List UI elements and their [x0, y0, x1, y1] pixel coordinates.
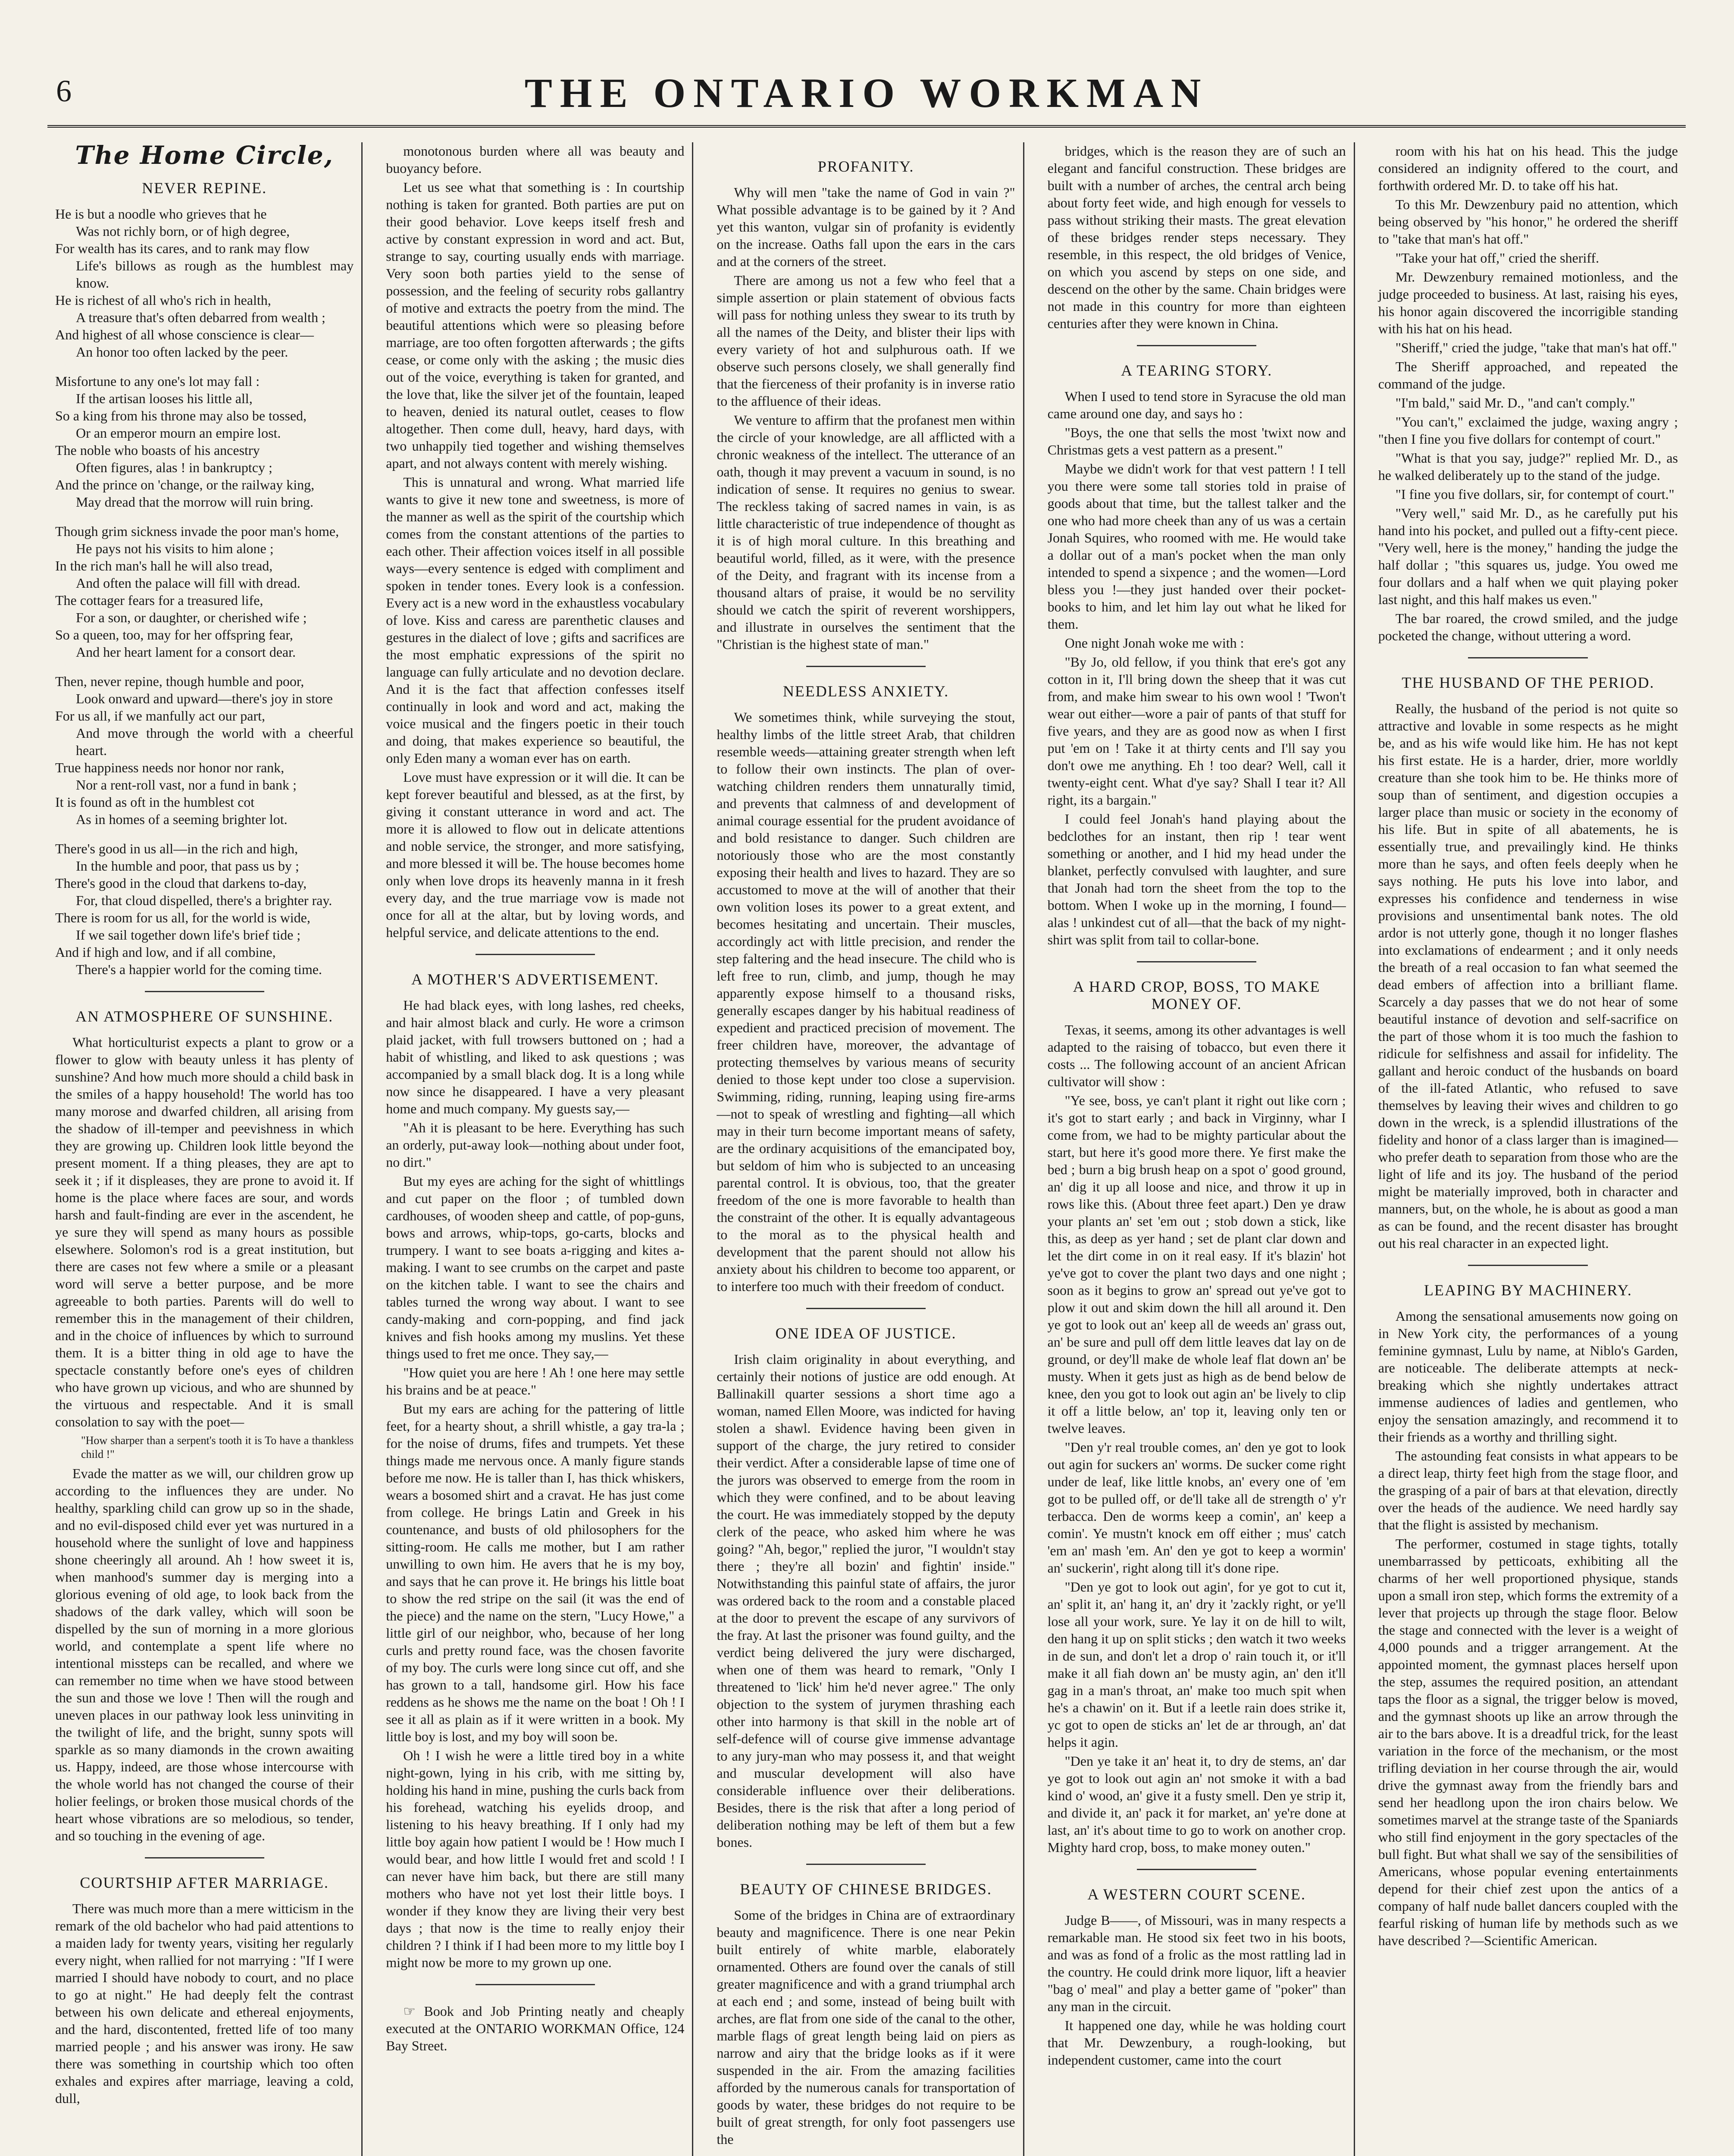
section-divider: [806, 1308, 926, 1309]
article-paragraph: But my ears are aching for the pattering of little feet, for a hearty shout, a shrill whistle, a gay tra-la ; for the noise of drums, fifes and trumpets. Yet these things made me nervous once. A manly figure stands before me now. He is taller than I, has thick whiskers, wears a bosomed shirt and a cravat. He has just come from college. He brings Latin and Greek in his countenance, and busts of old philosophers for the sitting-room. He calls me mother, but I am rather unwilling to own him. He avers that he is my boy, and says that he can prove it. He brings his little boat to show the red stripe on the sail (it was the end of the piece) and the name on the stern, "Lucy Howe," a little girl of our neighbor, who, because of her long curls and pretty round face, was the chosen favorite of my boy. The curls were long since cut off, and she has grown to a tall, handsome girl. How his face reddens as he shows me the name on the boat ! Oh ! I see it all as plain as if it were written in a book. My little boy is lost, and my boy will soon be.: [386, 1401, 685, 1744]
article-paragraph: Irish claim originality in about everything, and certainly their notions of justice are odd enough. At Ballinakill quarter sessions a short time ago a woman, named Ellen Moore, was indicted for having stolen a shawl. Evidence having been given in support of the charge, the jury retired to consider their verdict. After a considerable lapse of time one of the jurors was observed to emerge from the room in which they were confined, and to be about leaving the court. He was immediately stopped by the deputy clerk of the peace, who asked him where he was going? "Ah, begor," replied the juror, "I wouldn't stay there ; they're all bozin' and fightin' inside." Notwithstanding this painful state of affairs, the juror was ordered back to the room and a constable placed at the door to prevent the escape of any survivors of the fray. At last the prisoner was found guilty, and the verdict being delivered the jury were discharged, when one of them was heard to remark, "Only I threatened to 'lick' him he'd never agree." The only objection to the system of jurymen thrashing each other into harmony is that skill in the noble art of self-defence will of course give immense advantage to any jury-man who may possess it, and that weight and muscular development will also have considerable influence over their deliberations. Besides, there is the risk that after a long period of deliberation nothing may be left of them but a few bones.: [717, 1351, 1015, 1850]
quoted-verse: "How sharper than a serpent's tooth it is To have a thankless child !": [81, 1434, 354, 1460]
article-paragraph: bridges, which is the reason they are of such an elegant and fanciful construction. These bridges are built with a number of arches, the central arch being about forty feet wide, and high enough for vessels to pass without striking their masts. The great elevation of these bridges render steps necessary. They resemble, in this respect, the old bridges of Venice, on which you ascend by steps on one side, and descend on the other by the same. Chain bridges were not made in this country for more than eighteen centuries after they were known in China.: [1047, 143, 1346, 331]
article-paragraph: The bar roared, the crowd smiled, and the judge pocketed the change, without uttering a word.: [1378, 611, 1678, 643]
article-paragraph: We venture to affirm that the profanest men within the circle of your knowledge, are all afflicted with a chronic weakness of the intellect. The utterance of an oath, though it may prevent a vacuum in sound, is no indication of sense. It requires no genius to swear. The reckless taking of sacred names in vain, is as little characteristic of true independence of thought as it is of high moral culture. In this breathing and beautiful world, filled, as it were, with the presence of the Deity, and fragrant with its incense from a thousand altars of praise, it would be no servility should we catch the spirit of reverent worshippers, and illustrate in ourselves the sentiment that the "Christian is the highest state of man.": [717, 412, 1015, 652]
article-paragraph: "Den y'r real trouble comes, an' den ye got to look out agin for suckers an' worms. De sucker come right under de leaf, like little knobs, an' every one of 'em got to be pulled off, or de'll take all de strength o' y'r terbacca. Den de worms keep a comin', an' keep a comin'. Ye mustn't knock em off either ; mus' catch 'em an' mash 'em. An' den ye got to keep a wormin' an' suckerin', right along till it's done ripe.: [1047, 1439, 1346, 1576]
section-title: THE HUSBAND OF THE PERIOD.: [1402, 674, 1655, 691]
section-title: The Home Circle,: [75, 142, 334, 170]
column-1: [47, 142, 363, 2156]
column-4: [1040, 142, 1355, 2156]
advertisement: ☞ Book and Job Printing neatly and cheaply executed at the ONTARIO WORKMAN Office, 124 Bay Street.: [386, 2003, 685, 2053]
masthead: THE ONTARIO WORKMAN: [524, 70, 1209, 116]
article-paragraph: monotonous burden where all was beauty and buoyancy before.: [386, 143, 685, 176]
poem-line: Often figures, alas ! in bankruptcy ;: [76, 460, 272, 475]
article-paragraph: This is unnatural and wrong. What married life wants to give it new tone and sweetness, is more of the manner as well as the spirit of the courtship which comes from the constant attentions of the parties to each other. Their affection voices itself in all possible ways—every sentence is edged with compliment and spoken in tender tones. Every look is a confession. Every act is a new word in the exhaustless vocabulary of love. Kiss and caress are parenthetic clauses and gestures in the dialect of love ; gifts and sacrifices are the most emphatic expressions of the spirit no language can fully articulate and no devotion declare. And it is the fact that affection confesses itself continually in look and word and act, making the voice musical and the fingers poetic in their touch and doing, that makes experience so beautiful, the only Eden many a woman ever has on earth.: [386, 474, 685, 766]
poem-stanza: [55, 205, 354, 360]
article-paragraph: But my eyes are aching for the sight of whittlings and cut paper on the floor ; of tumbled down cardhouses, of wooden sheep and cattle, of pop-guns, bows and arrows, whip-tops, go-carts, blocks and trumpery. I want to see boats a-rigging and kites a-making. I want to see crumbs on the carpet and paste on the kitchen table. I want to see the chairs and tables turned the wrong way about. I want to see candy-making and corn-popping, and find jack knives and fish hooks among my muslins. Yet these things used to fret me once. They say,—: [386, 1173, 685, 1361]
section-divider: [145, 991, 264, 992]
poem-line: Or an emperor mourn an empire lost.: [76, 425, 281, 441]
article-paragraph: Texas, it seems, among its other advantages is well adapted to the raising of tobacco, but even there it costs ... The following account of an ancient African cultivator will show :: [1047, 1022, 1346, 1089]
poem-line: The noble who boasts of his ancestry: [55, 442, 260, 458]
poem-line: And her heart lament for a consort dear.: [76, 644, 296, 660]
article-paragraph: The performer, costumed in stage tights, totally unembarrassed by petticoats, exhibiting all the charms of her well proportioned physique, stands upon a small iron step, which forms the extremity of a lever that projects up through the stage floor. Below the stage and connected with the lever is a weight of 4,000 pounds and a trigger arrangement. At the appointed moment, the gymnast places herself upon the step, assumes the required position, an attendant taps the floor as a signal, the trigger below is moved, and the gymnast shoots up like an arrow through the air to the bars above. It is a dreadful trick, for the least variation in the force of the mechanism, or the most trifling deviation in her course through the air, would drive the gymnast away from the friendly bars and send her headlong upon the iron chairs below. We sometimes marvel at the strange taste of the Spaniards who still find enjoyment in the gory spectacles of the bull fight. But what shall we say of the sensibilities of Americans, whose popular evening entertainments depend for their chief zest upon the antics of a company of half nude ballet dancers coupled with the fearful risking of human life by methods such as we have described ?—Scientific American.: [1378, 1536, 1678, 1948]
column-2: [378, 142, 693, 2156]
poem-line: For a son, or daughter, or cherished wife ;: [76, 610, 307, 625]
poem-line: And highest of all whose conscience is clear—: [55, 327, 314, 342]
article-paragraph: He had black eyes, with long lashes, red cheeks, and hair almost black and curly. He wore a crimson plaid jacket, with full trowsers buttoned on ; had a habit of whistling, and liked to ask questions ; was accompanied by a small black dog. It is a long while now since he disappeared. I have a very pleasant home and much company. My guests say,—: [386, 997, 685, 1116]
poem-line: He pays not his visits to him alone ;: [76, 541, 274, 556]
poem-line: And the prince on 'change, or the railway king,: [55, 477, 315, 492]
poem-line: So a king from his throne may also be tossed,: [55, 408, 307, 423]
section-divider: [1137, 961, 1256, 962]
poem-line: There's good in us all—in the rich and high,: [55, 841, 298, 856]
article-paragraph: "Den ye take it an' heat it, to dry de stems, an' dar ye got to look out agin an' not smoke it with a bad kind o' wood, an' give it a fusty smell. Den ye strip it, and divide it, an' pack it for market, an' ye're done at last, an' it's about time to go to work on another crop. Mighty hard crop, boss, to make money outen.": [1047, 1753, 1346, 1855]
poem-stanza: [55, 673, 354, 828]
article-paragraph: Some of the bridges in China are of extraordinary beauty and magnificence. There is one near Pekin built entirely of white marble, elaborately ornamented. Others are found over the canals of still greater magnificence and with a grand triumphal arch at each end ; and some, instead of being built with arches, are flat from one side of the canal to the other, marble flags of great length being laid on piers as narrow and airy that the bridge looks as if it were suspended in the air. From the amazing facilities afforded by the numerous canals for transportation of goods by water, these bridges do not require to be built of great strength, for only foot passengers use the: [717, 1907, 1015, 2147]
article-paragraph: What horticulturist expects a plant to grow or a flower to glow with beauty unless it has plenty of sunshine? And how much more should a child bask in the smiles of a happy household! The world has too many morose and dwarfed children, all arising from the shadow of ill-temper and peevishness in which they are growing up. Children look little beyond the present moment. If a thing pleases, they are apt to seek it ; if it displeases, they are prone to avoid it. If home is the place where faces are sour, and words harsh and fault-finding are ever in the ascendent, he ye sure they will spend as many hours as possible elsewhere. Solomon's rod is a great institution, but there are cases not few where a smile or a pleasant word will serve a better purpose, and be more agreeable to both parties. Parents will do well to remember this in the management of their children, and in the choice of influences by which to surround them. It is a bitter thing in old age to have the spectacle constantly before one's eyes of children who have grown up vicious, and who are shunned by the virtuous and respectable. And it is small consolation to say with the poet—: [55, 1034, 354, 1429]
article-paragraph: Among the sensational amusements now going on in New York city, the performances of a young feminine gymnast, Lulu by name, at Niblo's Garden, are noticeable. The deliberate attempts at neck-breaking which she nightly undertakes attract immense audiences of ladies and gentlemen, who enjoy the sensation amazingly, and recommend it to their friends as a worthy and thrilling sight.: [1378, 1308, 1678, 1445]
poem-line: May dread that the morrow will ruin bring.: [76, 494, 313, 510]
article-paragraph: "Very well," said Mr. D., as he carefully put his hand into his pocket, and pulled out a fifty-cent piece. "Very well, here is the money," handing the judge the half dollar ; "this squares us, judge. You owed me four dollars and a half when we quit playing poker last night, and this half makes us even.": [1378, 505, 1678, 607]
section-divider: [476, 1984, 595, 1985]
article-paragraph: To this Mr. Dewzenbury paid no attention, which being observed by "his honor," he ordered the sheriff to "take that man's hat off.": [1378, 197, 1678, 247]
poem-line: So a queen, too, may for her offspring fear,: [55, 627, 293, 642]
article-paragraph: "I'm bald," said Mr. D., "and can't comply.": [1395, 395, 1635, 411]
article-paragraph: "Ye see, boss, ye can't plant it right out like corn ; it's got to start early ; and back in Virginny, whar I come from, we had to be mighty particular about the start, but here it's good more there. Ye first make the bed ; burn a big brush heap on a spot o' good ground, an' dig it up all loose and nice, and throw it up in rows like this. (About three feet apart.) Den ye draw your plants an' set 'em out ; stob down a stick, like this, as deep as yer hand ; set de plant clar down and let the dirt come in on it real easy. If it's blazin' hot ye've got to cover the plant two days and one night ; soon as it begins to grow an' spread out ye've got to plow it out and skim down the hill all around it. Den ye got to look out an' keep all de weeds an' grass out, an' be sure and pull off dem little leaves dat lay on de ground, or dey'll make de whole leaf flat down an' be musty. When it gets just as high as de bend below de knee, den you got to look out agin an' be lively to clip it off a little below, an' top it, leaving only ten or twelve leaves.: [1047, 1093, 1346, 1436]
poem-line: Though grim sickness invade the poor man's home,: [55, 523, 339, 539]
article-paragraph: Mr. Dewzenbury remained motionless, and the judge proceeded to business. At last, raising his eyes, his honor again discovered the incorrigible standing with his hat on his head.: [1378, 269, 1678, 336]
article-paragraph: The astounding feat consists in what appears to be a direct leap, thirty feet high from the stage floor, and the grasping of a pair of bars at that elevation, directly over the heads of the audience. We need hardly say that the flight is assisted by mechanism.: [1378, 1448, 1678, 1532]
poem-line: Then, never repine, though humble and poor,: [55, 674, 304, 689]
poem-line: True happiness needs nor honor nor rank,: [55, 760, 285, 775]
article-paragraph: room with his hat on his head. This the judge considered an indignity offered to the court, and forthwith ordered Mr. D. to take off his hat.: [1378, 143, 1678, 193]
poem-line: He is but a noodle who grieves that he: [55, 206, 267, 222]
article-paragraph: Evade the matter as we will, our children grow up according to the influences they are under. No healthy, sparkling child can grow up so in the shade, and no evil-disposed child ever yet was nurtured in a household where the sunlight of love and happiness shone cheeringly all around. Ah ! how sweet it is, when manhood's summer day is merging into a glorious evening of old age, to look back from the shadows of the dark valley, which will soon be dispelled by the sun of morning in a more glorious world, and contemplate a spent life where no intentional missteps can be recalled, and where we can remember no time when we have stood between the sun and those we love ! Then will the rough and uneven places in our pathway look less uninviting in the twilight of life, and the bright, sunny spots will sparkle as so many diamonds in the crown awaiting us. Happy, indeed, are those whose intercourse with the whole world has not changed the course of their holier feelings, or broken those musical chords of the heart whose vibrations are so melodious, so tender, and so touching in the evening of age.: [55, 1466, 354, 1843]
column-3: [709, 142, 1024, 2156]
poem-line: And if high and low, and if all combine,: [55, 944, 276, 960]
section-title: NEVER REPINE.: [142, 179, 267, 197]
poem-stanza: [55, 523, 354, 661]
section-divider: [1468, 657, 1588, 658]
poem-line: In the rich man's hall he will also tread,: [55, 558, 273, 573]
poem-line: For, that cloud dispelled, there's a brighter ray.: [76, 893, 332, 908]
article-paragraph: "Ah it is pleasant to be here. Everything has such an orderly, put-away look—nothing about under foot, no dirt.": [386, 1120, 685, 1170]
poem-line: And often the palace will fill with dread.: [76, 575, 300, 591]
section-divider: [806, 1864, 926, 1865]
section-title: ONE IDEA OF JUSTICE.: [775, 1325, 957, 1342]
section-title: COURTSHIP AFTER MARRIAGE.: [80, 1874, 329, 1891]
section-title: A TEARING STORY.: [1121, 362, 1273, 379]
poem-line: There's good in the cloud that darkens to-day,: [55, 875, 307, 891]
poem-line: For us all, if we manfully act our part,: [55, 708, 265, 724]
article-paragraph: "Take your hat off," cried the sheriff.: [1395, 250, 1599, 266]
section-title: LEAPING BY MACHINERY.: [1424, 1282, 1632, 1299]
article-paragraph: Judge B——, of Missouri, was in many respects a remarkable man. He stood six feet two in his boots, and was as fond of a frolic as the most rattling lad in the country. He could drink more liquor, lift a heavier "bag o' meal" and play a better game of "poker" than any man in the circuit.: [1047, 1912, 1346, 2014]
poem-line: There's a happier world for the coming time.: [76, 962, 322, 977]
poem-stanza: [55, 373, 354, 511]
section-title: BEAUTY OF CHINESE BRIDGES.: [740, 1880, 992, 1898]
section-divider: [476, 954, 595, 955]
section-title: NEEDLESS ANXIETY.: [782, 683, 949, 700]
article-paragraph: I could feel Jonah's hand playing about the bedclothes for an instant, then rip ! tear went something or another, and I hid my head under the blanket, perfectly convulsed with laughter, and sure that Jonah had torn the sheet from the top to the bottom. When I woke up in the morning, I found—alas ! unkindest cut of all—that the back of my night-shirt was split from tail to collar-bone.: [1047, 811, 1346, 947]
poem-line: There is room for us all, for the world is wide,: [55, 910, 310, 925]
section-divider: [806, 666, 926, 667]
section-divider: [1137, 1869, 1256, 1870]
poem-line: A treasure that's often debarred from wealth ;: [76, 310, 326, 325]
poem-line: Was not richly born, or of high degree,: [76, 223, 290, 239]
article-paragraph: There are among us not a few who feel that a simple assertion or plain statement of obvious facts will pass for nothing unless they swear to its truth by all the names of the Deity, and blister their lips with every variety of hot and sulphurous oath. If we observe such persons closely, we shall generally find that the fierceness of their profanity is in inverse ratio to the affluence of their ideas.: [717, 273, 1015, 409]
page-number: 6: [56, 74, 72, 108]
article-paragraph: "What is that you say, judge?" replied Mr. D., as he walked deliberately up to the stand of the judge.: [1378, 450, 1678, 483]
section-title: A MOTHER'S ADVERTISEMENT.: [411, 971, 659, 988]
section-title: A HARD CROP, BOSS, TO MAKE MONEY OF.: [1073, 978, 1321, 1012]
article-paragraph: "You can't," exclaimed the judge, waxing angry ; "then I fine you five dollars for contempt of court.": [1378, 414, 1678, 447]
article-paragraph: Really, the husband of the period is not quite so attractive and lovable in some respects as he might be, and as his wife would like him. He has not kept his first estate. He is a harder, drier, more worldly creature than she took him to be. He thinks more of soup than of sentiment, and digestion occupies a larger place than music or society in the economy of his life. But in spite of all abatements, he is essentially true, and prevailingly kind. He thinks more than he says, and often feels deeply when he says nothing. He puts his love into labor, and expresses his confidence and tenderness in wise provisions and unsentimental bank notes. The old ardor is not utterly gone, though it no longer flashes into exclamations of endearment ; and it only needs the breath of a real occasion to fan what seemed the dead embers of affection into a brilliant flame. Scarcely a day passes that we do not hear of some beautiful instance of devotion and self-sacrifice on the part of those whom it is too much the fashion to ridicule for selfishness and assail for infidelity. The gallant and heroic conduct of the husbands on board of the ill-fated Atlantic, who refused to save themselves by leaving their wives and children to go down in the wreck, is a splendid illustrations of the fidelity and honor of a class larger than is imagined—who prefer death to separation from those who are the light of life and its joy. The husband of the period might be materially improved, both in character and manners, but, on the whole, he is about as good a man as can be found, and the recent disaster has brought out his real character in an expected light.: [1378, 701, 1678, 1251]
poem-line: Misfortune to any one's lot may fall :: [55, 373, 260, 389]
article-paragraph: Let us see what that something is : In courtship nothing is taken for granted. Both parties are put on their good behavior. Love keeps itself fresh and active by constant expression in word and act. But, strange to say, courting usually ends with marriage. Very soon both parties yield to the sense of possession, and the feeling of security robs gallantry of motive and extracts the poetry from the mind. The beautiful attentions which were so pleasing before marriage, are too often forgotten afterwards ; the gifts cease, or come only with the asking ; the music dies out of the voice, everything is taken for granted, and the love that, like the silver jet of the fountain, leaped to heaven, denied its natural outlet, ceases to flow altogether. Then come dull, heavy, hard days, with two unhappily tied together and wishing themselves apart, and not always content with merely wishing.: [386, 179, 685, 471]
column-5: [1371, 142, 1686, 2156]
article-paragraph: Why will men "take the name of God in vain ?" What possible advantage is to be gained by it ? And yet this wanton, vulgar sin of profanity is evidently on the increase. Oaths fall upon the ears in the cars and at the corners of the street.: [717, 185, 1015, 269]
poem-line: If the artisan looses his little all,: [76, 391, 253, 406]
poem-line: In the humble and poor, that pass us by ;: [76, 858, 299, 874]
poem-line: He is richest of all who's rich in health,: [55, 292, 271, 308]
newspaper-columns: [47, 142, 1686, 2156]
poem-line: It is found as oft in the humblest cot: [55, 794, 255, 810]
section-title: AN ATMOSPHERE OF SUNSHINE.: [75, 1008, 334, 1025]
poem-line: An honor too often lacked by the peer.: [76, 344, 288, 360]
article-paragraph: "Den ye got to look out agin', for ye got to cut it, an' split it, an' hang it, an' dry it 'zackly right, or ye'll lose all your work, sure. Ye lay it on de hill to wilt, den hang it up on split sticks ; den watch it two weeks in de sun, and don't let a drop o' rain touch it, or it'll make it all fiah down an' be musty agin, an' den it'll gag in a man's throat, an' make too much spit when he's a chawin' on it. But if a leetle rain does strike it, yc got to open de sticks an' let de ar through, an' dat helps it agin.: [1047, 1579, 1346, 1750]
section-title: A WESTERN COURT SCENE.: [1087, 1886, 1306, 1903]
article-paragraph: When I used to tend store in Syracuse the old man came around one day, and says ho :: [1047, 389, 1346, 421]
poem-stanza: [55, 840, 354, 978]
article-paragraph: One night Jonah woke me with :: [1064, 635, 1244, 651]
section-divider: [145, 1857, 264, 1858]
section-title: PROFANITY.: [817, 158, 914, 175]
article-paragraph: "Sheriff," cried the judge, "take that man's hat off.": [1395, 340, 1677, 355]
article-paragraph: We sometimes think, while surveying the stout, healthy limbs of the little street Arab, that children resemble weeds—attaining greater strength when left to follow their own instincts. The plan of over-watching children renders them unnaturally timid, and prevents that calmness of and development of animal courage essential for the prudent avoidance of and bold resistance to danger. Such children are notoriously those who are the most constantly exposing their health and lives to hazard. They are so accustomed to move at the will of another that their own volition loses its power to a great extent, and becomes hesitating and uncertain. Their muscles, accordingly act with little precision, and render the step faltering and the head insecure. The child who is left free to run, climb, and jump, though he may apparently expose himself to a thousand risks, generally escapes danger by his habitual readiness of expedient and practiced precision of movement. The freer children have, moreover, the advantage of protecting themselves by various means of security denied to those kept under too close a supervision. Swimming, riding, running, leaping using fire-arms—not to speak of wrestling and fighting—all which may in their turn become important means of safety, are the ordinary acquisitions of the emancipated boy, but seldom of him who is subjected to an unceasing parental control. It is obvious, too, that the greater freedom of the one is more favorable to health than the constraint of the other. It is equally advantageous to the moral as to the physical health and development that the parent should not allow his anxiety about his children to become too apparent, or to interfere too much with their freedom of conduct.: [717, 709, 1015, 1294]
article-paragraph: "How quiet you are here ! Ah ! one here may settle his brains and be at peace.": [386, 1365, 685, 1398]
poem-line: For wealth has its cares, and to rank may flow: [55, 241, 310, 256]
poem-line: The cottager fears for a treasured life,: [55, 592, 263, 608]
article-paragraph: Love must have expression or it will die. It can be kept forever beautiful and blessed, as at the first, by giving it constant utterance in word and act. The more it is allowed to flow out in delicate attentions and noble service, the stronger, and more satisfying, and more blessed it will be. The house becomes home only when love drops its heavenly manna in it fresh every day, and the true marriage vow is made not once for all at the altar, but by loving words, and helpful service, and delicate attentions to the end.: [386, 769, 685, 940]
article-paragraph: There was much more than a mere witticism in the remark of the old bachelor who had paid attentions to a maiden lady for twenty years, visiting her regularly every night, when rallied for not marrying : "If I were married I should have nobody to court, and no place to go at night." He had deeply felt the contrast between his own delicate and ethereal enjoyments, and the hard, discontented, fretted life of too many married people ; and his answer was irony. He saw there was something in courtship which too often exhales and expires after marriage, leaving a cold, dull,: [55, 1901, 354, 2106]
poem-line: And move through the world with a cheerful heart.: [76, 725, 354, 758]
section-divider: [1468, 1265, 1588, 1266]
article-paragraph: "Boys, the one that sells the most 'twixt now and Christmas gets a vest pattern as a present.": [1047, 425, 1346, 458]
poem-line: Life's billows as rough as the humblest may know.: [76, 258, 354, 291]
article-paragraph: It happened one day, while he was holding court that Mr. Dewzenbury, a rough-looking, but independent customer, came into the court: [1047, 2018, 1346, 2068]
section-divider: [1137, 345, 1256, 346]
article-paragraph: The Sheriff approached, and repeated the command of the judge.: [1378, 359, 1678, 392]
article-paragraph: "I fine you five dollars, sir, for contempt of court.": [1395, 486, 1675, 502]
article-paragraph: Oh ! I wish he were a little tired boy in a white night-gown, lying in his crib, with me sitting by, holding his hand in mine, pushing the curls back from his forehead, watching his eyelids droop, and listening to his heavy breathing. If I only had my little boy again how patient I would be ! How much I would bear, and how little I would fret and scold ! I can never have him back, but there are still many mothers who have not yet lost their little boys. I wonder if they know they are living their very best days ; that now is the time to really enjoy their children ? I think if I had been more to my little boy I might now be more to my grown up one.: [386, 1748, 685, 1970]
poem-line: As in homes of a seeming brighter lot.: [76, 812, 288, 827]
article-paragraph: Maybe we didn't work for that vest pattern ! I tell you there were some tall stories told in praise of goods about that time, but the tallest talker and the one who had more cheek than any of us was a certain Jonah Squires, who roomed with me. He would take a dollar out of a man's pocket when the man only intended to spend a sixpence ; and the women—Lord bless you !—they just handed over their pocket-books to him, and let him lay out what he liked for them.: [1047, 461, 1346, 632]
article-paragraph: "By Jo, old fellow, if you think that ere's got any cotton in it, I'll bring down the sheep that it was cut from, and make him swear to his own wool ! 'Twon't wear out either—wore a pair of pants of that stuff for five years, and they are as good now as when I first put 'em on ! Take it at thirty cents and I'll say you don't owe me anything. Eh ! too dear? Well, call it twenty-eight cent. What d'ye say? Shall I tear it? All right, its a bargain.": [1047, 654, 1346, 808]
newspaper-header: [47, 65, 1686, 128]
poem-line: If we sail together down life's brief tide ;: [76, 927, 301, 943]
poem-line: Look onward and upward—there's joy in store: [76, 691, 333, 706]
poem-line: Nor a rent-roll vast, nor a fund in bank ;: [76, 777, 297, 793]
